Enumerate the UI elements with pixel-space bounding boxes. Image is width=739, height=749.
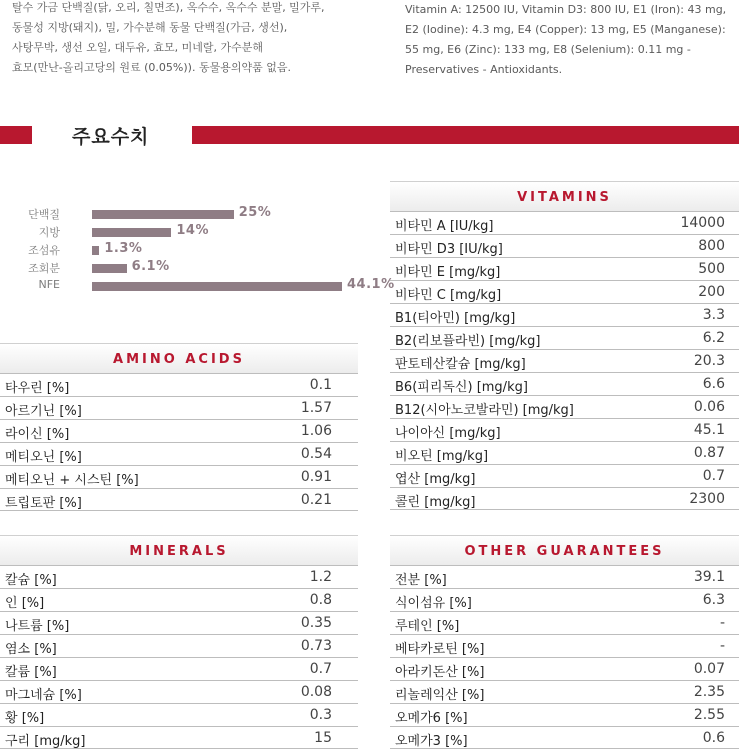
row-value: 6.3 <box>702 592 725 608</box>
row-label: 비타민 C [mg/kg] <box>395 288 502 303</box>
analysis-value: 1.3% <box>104 241 143 256</box>
section-title: 주요수치 <box>72 126 150 148</box>
analysis-row <box>0 205 360 223</box>
table-row <box>390 487 739 510</box>
analysis-row <box>0 241 360 259</box>
row-label: 비타민 E [mg/kg] <box>395 265 501 280</box>
analysis-chart <box>0 205 395 300</box>
amino-acids-table <box>0 343 358 511</box>
row-value: 0.54 <box>300 446 332 462</box>
row-value: 500 <box>698 261 725 277</box>
row-value: - <box>719 615 725 631</box>
table-row <box>0 442 358 465</box>
table-row <box>0 588 358 611</box>
row-value: 0.06 <box>693 399 725 415</box>
row-value: 0.8 <box>309 592 332 608</box>
row-label: 콜린 [mg/kg] <box>395 495 476 510</box>
table-row <box>0 611 358 634</box>
table-row <box>0 680 358 703</box>
table-row <box>390 634 739 657</box>
table-row <box>390 211 739 234</box>
table-row <box>390 726 739 749</box>
accent-bar-left <box>0 126 32 144</box>
row-value: 0.91 <box>300 469 332 485</box>
row-value: 0.3 <box>309 707 332 723</box>
table-row <box>390 565 739 588</box>
row-value: 45.1 <box>693 422 725 438</box>
row-value: 0.21 <box>300 492 332 508</box>
additives-line: Vitamin A: 12500 IU, Vitamin D3: 800 IU, E1 (Iron): 43 mg, <box>405 3 727 16</box>
analysis-value: 25% <box>238 205 272 220</box>
additives-line: E2 (Iodine): 4.3 mg, E4 (Copper): 13 mg, E5 (Manganese): <box>405 23 726 36</box>
table-row <box>390 703 739 726</box>
row-label: B1(티아민) [mg/kg] <box>395 311 516 326</box>
analysis-row <box>0 223 360 241</box>
table-row <box>0 419 358 442</box>
row-label: 구리 [mg/kg] <box>5 734 86 749</box>
row-value: 3.3 <box>702 307 725 323</box>
row-label: 염소 [%] <box>5 642 57 657</box>
table-row <box>0 488 358 511</box>
row-value: 800 <box>698 238 725 254</box>
row-label: 칼슘 [%] <box>5 573 57 588</box>
table-row <box>390 372 739 395</box>
ingredients-line: 동물성 지방(돼지), 밀, 가수분해 동물 단백질(가금, 생선), <box>12 21 288 34</box>
ingredients-line: 효모(만난-올리고당의 원료 (0.05%)). 동물용의약품 없음. <box>12 61 291 74</box>
ingredients-line: 탈수 가금 단백질(닭, 오리, 칠면조), 옥수수, 옥수수 분말, 밀가루, <box>12 1 325 14</box>
row-label: 리놀레익산 [%] <box>395 688 485 703</box>
analysis-label: 단백질 <box>28 208 60 221</box>
row-label: 메티오닌 [%] <box>5 450 82 465</box>
row-label: 라이신 [%] <box>5 427 70 442</box>
row-value: 6.2 <box>702 330 725 346</box>
table-header <box>390 535 739 565</box>
row-value: 15 <box>314 730 332 746</box>
row-value: 2.35 <box>693 684 725 700</box>
other-guarantees-table <box>390 535 739 749</box>
table-row <box>0 465 358 488</box>
analysis-bar <box>92 210 234 219</box>
analysis-value: 14% <box>176 223 209 238</box>
additives-line: 55 mg, E6 (Zinc): 133 mg, E8 (Selenium): 0.11 mg - <box>405 43 691 56</box>
analysis-label: 조섬유 <box>28 244 60 257</box>
table-row <box>0 726 358 749</box>
table-row <box>390 234 739 257</box>
table-row <box>390 611 739 634</box>
analysis-bar <box>92 282 342 291</box>
row-value: 0.07 <box>693 661 725 677</box>
row-label: 아라키돈산 [%] <box>395 665 485 680</box>
row-label: 아르기닌 [%] <box>5 404 82 419</box>
row-label: 비타민 A [IU/kg] <box>395 219 494 234</box>
table-row <box>390 657 739 680</box>
additives-line: Preservatives - Antioxidants. <box>405 63 563 76</box>
row-value: 0.08 <box>300 684 332 700</box>
row-value: 1.06 <box>300 423 332 439</box>
analysis-bar <box>92 246 99 255</box>
accent-bar-right <box>192 126 739 144</box>
row-label: 비타민 D3 [IU/kg] <box>395 242 503 257</box>
row-label: 황 [%] <box>5 711 45 726</box>
row-label: 메티오닌 + 시스틴 [%] <box>5 473 139 488</box>
row-label: 식이섬유 [%] <box>395 596 472 611</box>
row-label: 전분 [%] <box>395 573 447 588</box>
table-row <box>0 634 358 657</box>
table-row <box>390 441 739 464</box>
row-label: B2(리보플라빈) [mg/kg] <box>395 334 541 349</box>
section-header <box>0 118 739 154</box>
analysis-bar <box>92 264 127 273</box>
table-row <box>390 303 739 326</box>
row-value: 200 <box>698 284 725 300</box>
row-value: 14000 <box>680 215 725 231</box>
row-value: 1.2 <box>309 569 332 585</box>
row-label: 루테인 [%] <box>395 619 460 634</box>
table-title: MINERALS <box>129 544 229 559</box>
table-header <box>0 535 358 565</box>
minerals-table <box>0 535 358 749</box>
analysis-row <box>0 259 360 277</box>
analysis-value: 6.1% <box>131 259 170 274</box>
row-value: 0.1 <box>309 377 332 393</box>
row-value: 0.7 <box>702 468 725 484</box>
row-label: 비오틴 [mg/kg] <box>395 449 489 464</box>
row-value: 0.73 <box>300 638 332 654</box>
table-title: OTHER GUARANTEES <box>464 544 665 559</box>
row-label: 오메가3 [%] <box>395 734 468 749</box>
analysis-label: 조회분 <box>28 262 60 275</box>
table-row <box>0 396 358 419</box>
analysis-row <box>0 277 395 295</box>
table-row <box>390 464 739 487</box>
ingredients-text <box>12 0 342 78</box>
row-value: 0.7 <box>309 661 332 677</box>
row-label: B6(피리독신) [mg/kg] <box>395 380 528 395</box>
vitamins-table <box>390 181 739 510</box>
row-label: 오메가6 [%] <box>395 711 468 726</box>
row-value: 2.55 <box>693 707 725 723</box>
additives-text <box>405 0 735 80</box>
row-value: 1.57 <box>300 400 332 416</box>
row-value: 39.1 <box>693 569 725 585</box>
row-value: 0.35 <box>300 615 332 631</box>
table-row <box>390 418 739 441</box>
table-row <box>390 349 739 372</box>
analysis-label: 지방 <box>38 226 60 239</box>
row-label: 타우린 [%] <box>5 381 70 396</box>
row-label: 엽산 [mg/kg] <box>395 472 476 487</box>
row-label: 인 [%] <box>5 596 45 611</box>
row-label: 마그네슘 [%] <box>5 688 82 703</box>
analysis-bar <box>92 228 171 237</box>
table-row <box>390 257 739 280</box>
ingredients-line: 사탕무박, 생선 오일, 대두유, 효모, 미네랄, 가수분해 <box>12 41 263 54</box>
row-value: 20.3 <box>693 353 725 369</box>
table-row <box>0 657 358 680</box>
table-row <box>0 373 358 396</box>
row-label: B12(시아노코발라민) [mg/kg] <box>395 403 574 418</box>
table-row <box>0 703 358 726</box>
table-title: VITAMINS <box>517 190 612 205</box>
table-row <box>390 588 739 611</box>
analysis-label: NFE <box>38 278 60 291</box>
table-row <box>390 680 739 703</box>
row-value: 6.6 <box>702 376 725 392</box>
table-title: AMINO ACIDS <box>113 352 245 367</box>
row-label: 베타카로틴 [%] <box>395 642 485 657</box>
analysis-value: 44.1% <box>347 277 395 292</box>
table-row <box>390 326 739 349</box>
row-label: 칼륨 [%] <box>5 665 57 680</box>
row-label: 나이아신 [mg/kg] <box>395 426 501 441</box>
table-row <box>390 280 739 303</box>
table-header <box>0 343 358 373</box>
row-value: - <box>719 638 725 654</box>
table-row <box>0 565 358 588</box>
row-label: 나트륨 [%] <box>5 619 70 634</box>
row-value: 0.87 <box>693 445 725 461</box>
row-value: 2300 <box>689 491 725 507</box>
row-label: 판토테산칼슘 [mg/kg] <box>395 357 526 372</box>
table-header <box>390 181 739 211</box>
row-label: 트립토판 [%] <box>5 496 82 511</box>
table-row <box>390 395 739 418</box>
row-value: 0.6 <box>702 730 725 746</box>
